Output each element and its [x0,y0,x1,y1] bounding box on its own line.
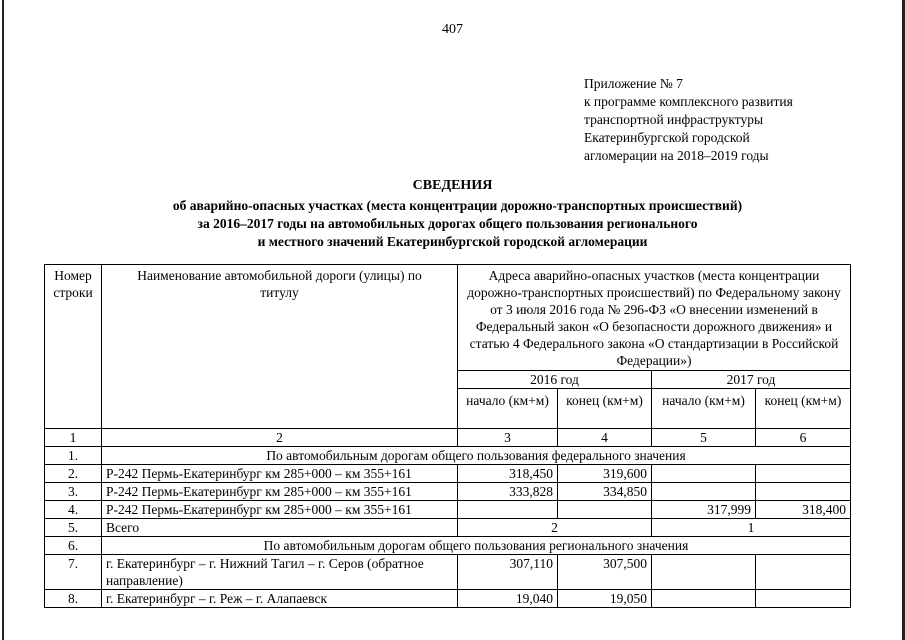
row-number: 3. [45,483,102,501]
column-number: 1 [45,429,102,447]
section-heading: По автомобильным дорогам общего пользования регионального значения [102,537,851,555]
total-2017: 1 [652,519,851,537]
header-year-2016: 2016 год [458,371,652,389]
subtitle-line: и местного значений Екатеринбургской городской агломерации [257,234,648,249]
road-name: Р-242 Пермь-Екатеринбург км 285+000 – км 355+161 [102,483,458,501]
header-end-2017: конец (км+м) [756,389,851,429]
start-2017: 317,999 [652,501,756,519]
start-2016 [458,501,558,519]
end-2016: 334,850 [558,483,652,501]
start-2017 [652,555,756,590]
header-year-2017: 2017 год [652,371,851,389]
table-row [45,483,851,501]
end-2017 [756,483,851,501]
column-number: 5 [652,429,756,447]
end-2017 [756,590,851,608]
page-number: 407 [442,22,463,37]
total-label: Всего [102,519,458,537]
start-2017 [652,590,756,608]
road-name: г. Екатеринбург – г. Реж – г. Алапаевск [102,590,458,608]
end-2017 [756,555,851,590]
table-row [45,501,851,519]
accident-sites-table [44,264,851,608]
table-row [45,465,851,483]
end-2016 [558,501,652,519]
row-number: 6. [45,537,102,555]
road-name: Р-242 Пермь-Екатеринбург км 285+000 – км 355+161 [102,465,458,483]
total-2016: 2 [458,519,652,537]
section-heading: По автомобильным дорогам общего пользования федерального значения [102,447,851,465]
header-start-2016: начало (км+м) [458,389,558,429]
appendix-line: агломерации на 2018–2019 годы [584,148,769,163]
scan-border-left [2,0,4,640]
start-2016: 333,828 [458,483,558,501]
start-2016: 318,450 [458,465,558,483]
table-row-total [45,519,851,537]
subtitle-line: об аварийно-опасных участках (места концентрации дорожно-транспортных происшествий) [172,198,743,213]
column-number-row [45,429,851,447]
table-row [45,537,851,555]
subtitle-line: за 2016–2017 годы на автомобильных дорогах общего пользования регионального [197,216,698,231]
end-2016: 307,500 [558,555,652,590]
appendix-line: Екатеринбургской городской [584,130,750,145]
appendix-line: к программе комплексного развития [584,94,793,109]
column-number: 2 [102,429,458,447]
end-2016: 19,050 [558,590,652,608]
document-title: СВЕДЕНИЯ [412,178,493,193]
header-start-2017: начало (км+м) [652,389,756,429]
start-2016: 307,110 [458,555,558,590]
column-number: 6 [756,429,851,447]
column-number: 3 [458,429,558,447]
header-addresses: Адреса аварийно-опасных участков (места концентрации дорожно-транспортных происшествий) по Федеральному закону от 3 июля 2016 года № 296-ФЗ «О внесении изменений в Федеральный закон «О безопасности дорожного движения» и статью 4 Федерального закона «О стандартизации в Российской Федерации») [458,265,851,371]
row-number: 2. [45,465,102,483]
end-2017 [756,465,851,483]
table-row [45,447,851,465]
end-2016: 319,600 [558,465,652,483]
start-2017 [652,465,756,483]
column-number: 4 [558,429,652,447]
header-row-number: Номер строки [45,265,102,429]
start-2017 [652,483,756,501]
document-subtitle [0,197,905,251]
start-2016: 19,040 [458,590,558,608]
row-number: 4. [45,501,102,519]
road-name: Р-242 Пермь-Екатеринбург км 285+000 – км 355+161 [102,501,458,519]
appendix-note [584,75,884,165]
header-road-name: Наименование автомобильной дороги (улицы) по титулу [102,265,458,429]
end-2017: 318,400 [756,501,851,519]
appendix-line: транспортной инфраструктуры [584,112,764,127]
road-name: г. Екатеринбург – г. Нижний Тагил – г. Серов (обратное направление) [102,555,458,590]
row-number: 5. [45,519,102,537]
header-end-2016: конец (км+м) [558,389,652,429]
row-number: 7. [45,555,102,590]
table-row [45,555,851,590]
row-number: 1. [45,447,102,465]
appendix-line: Приложение № 7 [584,76,683,91]
row-number: 8. [45,590,102,608]
table-row [45,590,851,608]
